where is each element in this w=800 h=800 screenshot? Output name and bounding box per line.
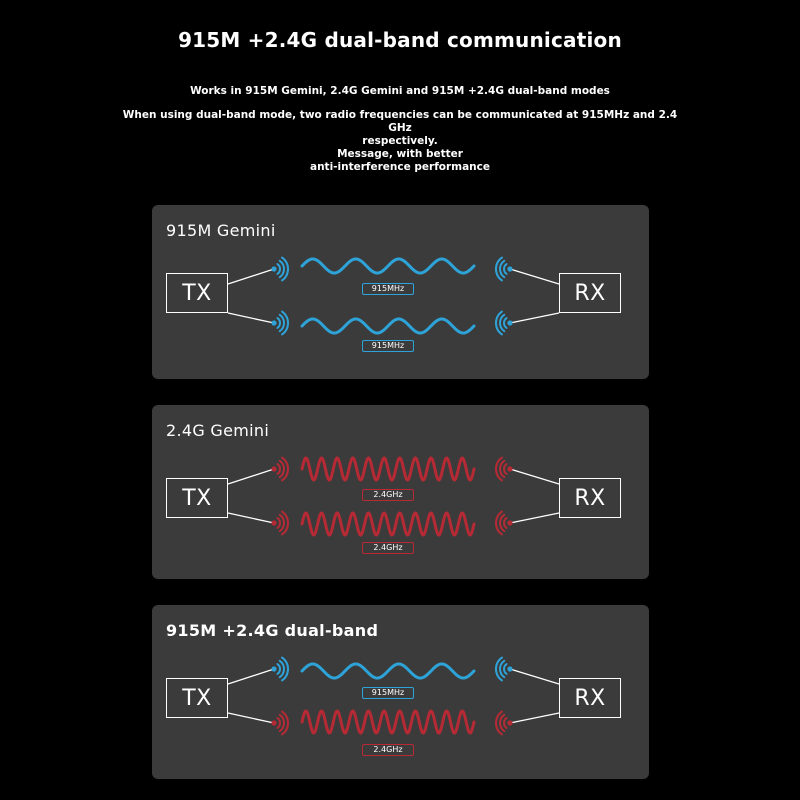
emission-arc <box>496 512 502 535</box>
rx-box: RX <box>559 478 621 518</box>
emission-arcs-rx-bottom <box>496 512 507 535</box>
emission-arcs-rx-bottom <box>496 312 507 335</box>
interference-description <box>120 148 680 174</box>
panel-2-4g-gemini <box>152 405 649 579</box>
emission-arc <box>277 718 280 728</box>
frequency-label: 2.4GHz <box>362 542 414 554</box>
modes-description: Works in 915M Gemini, 2.4G Gemini and 915M +2.4G dual-band modes <box>190 85 610 97</box>
emission-arc <box>504 518 507 528</box>
dual-band-description-line-1: When using dual-band mode, two radio frequencies can be communicated at 915MHz and 2.4 GHz <box>122 109 678 134</box>
rx-box: RX <box>559 678 621 718</box>
wave-915mhz-bottom <box>302 319 474 333</box>
emission-arc <box>282 458 288 481</box>
emission-arc <box>282 258 288 281</box>
emission-arc <box>504 264 507 274</box>
emission-arcs-rx-top <box>496 658 507 681</box>
tx-box: TX <box>166 273 228 313</box>
emission-arc <box>496 312 502 335</box>
frequency-label: 915MHz <box>362 687 414 699</box>
wave-915mhz-top <box>302 259 474 273</box>
emission-arc <box>282 658 288 681</box>
emission-arc <box>277 664 280 674</box>
emission-arc <box>496 258 502 281</box>
emission-arc <box>504 464 507 474</box>
emission-arc <box>504 664 507 674</box>
rx-antenna-bottom <box>507 313 559 326</box>
frequency-label: 915MHz <box>362 283 414 295</box>
wave-2-4ghz <box>302 711 474 733</box>
emission-arcs-rx-top <box>496 258 507 281</box>
emission-arc <box>504 718 507 728</box>
dual-band-description-line-2: respectively. <box>362 135 438 147</box>
emission-arc <box>277 264 280 274</box>
tx-antenna-top <box>228 266 277 284</box>
rx-box: RX <box>559 273 621 313</box>
emission-arc <box>282 512 288 535</box>
interference-description-line-1: Message, with better <box>337 148 463 160</box>
emission-arcs-tx-bottom <box>277 312 288 335</box>
emission-arcs-tx-bottom <box>277 512 288 535</box>
emission-arcs-rx-top <box>496 458 507 481</box>
interference-description-line-2: anti-interference performance <box>309 161 491 173</box>
rx-antenna-bottom <box>507 713 559 726</box>
rx-antenna-top <box>507 266 559 284</box>
tx-antenna-bottom <box>228 513 277 526</box>
wave-915mhz <box>302 664 474 678</box>
emission-arc <box>504 318 507 328</box>
panel-title: 915M Gemini <box>166 221 276 240</box>
frequency-label: 2.4GHz <box>362 744 414 756</box>
tx-antenna-bottom <box>228 713 277 726</box>
emission-arc <box>277 518 280 528</box>
emission-arcs-tx-top <box>277 658 288 681</box>
panel-915m-gemini <box>152 205 649 379</box>
emission-arc <box>282 712 288 735</box>
panel-dual-band <box>152 605 649 779</box>
emission-arc <box>277 318 280 328</box>
emission-arc <box>496 458 502 481</box>
dual-band-description <box>120 109 680 148</box>
emission-arc <box>282 312 288 335</box>
wave-2-4ghz-bottom <box>302 513 474 535</box>
rx-antenna-top <box>507 666 559 684</box>
panel-title: 2.4G Gemini <box>166 421 270 440</box>
emission-arcs-tx-bottom <box>277 712 288 735</box>
tx-box: TX <box>166 678 228 718</box>
frequency-label: 915MHz <box>362 340 414 352</box>
emission-arcs-rx-bottom <box>496 712 507 735</box>
tx-antenna-top <box>228 666 277 684</box>
wave-2-4ghz-top <box>302 458 474 480</box>
emission-arc <box>496 658 502 681</box>
emission-arc <box>277 464 280 474</box>
page-title: 915M +2.4G dual-band communication <box>178 28 622 52</box>
panel-title: 915M +2.4G dual-band <box>166 621 379 640</box>
emission-arcs-tx-top <box>277 458 288 481</box>
tx-antenna-bottom <box>228 313 277 326</box>
emission-arcs-tx-top <box>277 258 288 281</box>
rx-antenna-bottom <box>507 513 559 526</box>
frequency-label: 2.4GHz <box>362 489 414 501</box>
tx-box: TX <box>166 478 228 518</box>
tx-antenna-top <box>228 466 277 484</box>
rx-antenna-top <box>507 466 559 484</box>
emission-arc <box>496 712 502 735</box>
